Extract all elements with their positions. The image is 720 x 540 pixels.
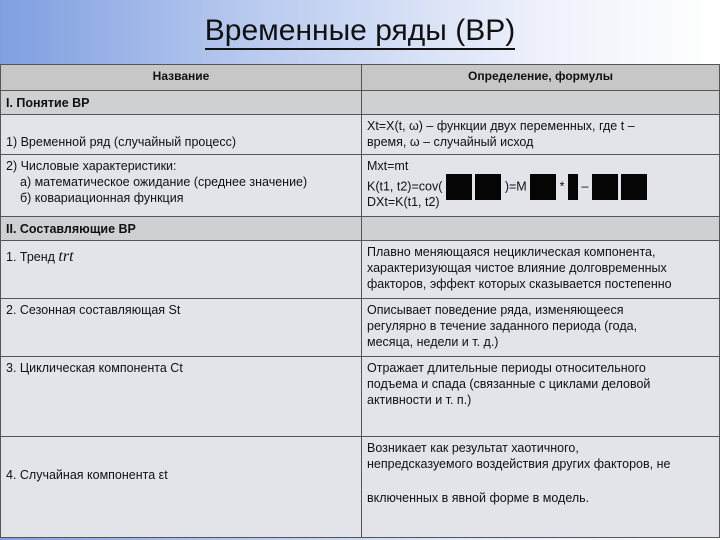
formula-image-box <box>530 174 556 200</box>
table-row <box>1 299 720 357</box>
header-definition: Определение, формулы <box>362 65 720 91</box>
formula-image-box <box>568 174 578 200</box>
def-line <box>367 472 714 490</box>
component-def-4 <box>362 437 720 538</box>
section-row-2 <box>1 217 720 241</box>
def-line: регулярно в течение заданного периода (года, <box>367 319 638 333</box>
row2-name-line: б) ковариационная функция <box>20 191 184 205</box>
row1-def-line: Xt=X(t, ω) – функции двух переменных, где t – <box>367 119 635 133</box>
formula-part: K(t1, t2)=cov( <box>367 179 443 194</box>
component-label: 1. Тренд <box>6 250 59 264</box>
formula-image-box <box>475 174 501 200</box>
slide-title <box>0 14 720 48</box>
component-name-4: 4. Случайная компонента εt <box>1 437 362 538</box>
def-line: месяца, недели и т. д.) <box>367 335 499 349</box>
component-name-3: 3. Циклическая компонента Ct <box>1 357 362 437</box>
row1-definition <box>362 115 720 155</box>
component-def-3 <box>362 357 720 437</box>
table-header-row <box>1 65 720 91</box>
section-title-2: II. Составляющие ВР <box>1 217 362 241</box>
formula-image-box <box>621 174 647 200</box>
section-row-1 <box>1 91 720 115</box>
def-line: активности и т. п.) <box>367 393 472 407</box>
row2-def-line: Mxt=mt <box>367 159 409 173</box>
section-title-1: I. Понятие ВР <box>1 91 362 115</box>
section-empty-2 <box>362 217 720 241</box>
def-line: подъема и спада (связанные с циклами деловой <box>367 377 651 391</box>
def-line: Отражает длительные периоды относительного <box>367 361 646 375</box>
def-line: Описывает поведение ряда, изменяющееся <box>367 303 624 317</box>
component-name-1 <box>1 241 362 299</box>
table-row <box>1 155 720 217</box>
trend-symbol: trt <box>58 248 74 265</box>
row2-definition <box>362 155 720 217</box>
row2-name-line: а) математическое ожидание (среднее значение) <box>20 175 308 189</box>
def-line: характеризующая чистое влияние долговременных <box>367 261 667 275</box>
row1-name: 1) Временной ряд (случайный процесс) <box>1 115 362 155</box>
row2-def-line: DXt=K(t1, t2) <box>367 195 440 209</box>
slide-title-text: Временные ряды (ВР) <box>205 14 515 50</box>
def-line: факторов, эффект которых сказывается постепенно <box>367 277 672 291</box>
def-line: Плавно меняющаяся нециклическая компонента, <box>367 245 656 259</box>
table-row <box>1 115 720 155</box>
def-line: Возникает как результат хаотичного, <box>367 441 579 455</box>
row2-name-line: 2) Числовые характеристики: <box>6 159 177 173</box>
table-row <box>1 357 720 437</box>
formula-part: – <box>581 179 589 194</box>
section-empty-1 <box>362 91 720 115</box>
row2-name <box>1 155 362 217</box>
component-name-2: 2. Сезонная составляющая St <box>1 299 362 357</box>
table-row <box>1 437 720 538</box>
formula-image-box <box>592 174 618 200</box>
row1-def-line: время, ω – случайный исход <box>367 135 534 149</box>
component-def-2 <box>362 299 720 357</box>
definitions-table <box>0 64 720 538</box>
header-name: Название <box>1 65 362 91</box>
def-line: непредсказуемого воздействия других факторов, не <box>367 457 671 471</box>
formula-image-box <box>446 174 472 200</box>
table-row <box>1 241 720 299</box>
def-line: включенных в явной форме в модель. <box>367 491 590 505</box>
row2-def-line <box>367 174 714 194</box>
component-def-1 <box>362 241 720 299</box>
formula-part: )=M <box>504 179 527 194</box>
formula-part: * <box>559 179 565 194</box>
